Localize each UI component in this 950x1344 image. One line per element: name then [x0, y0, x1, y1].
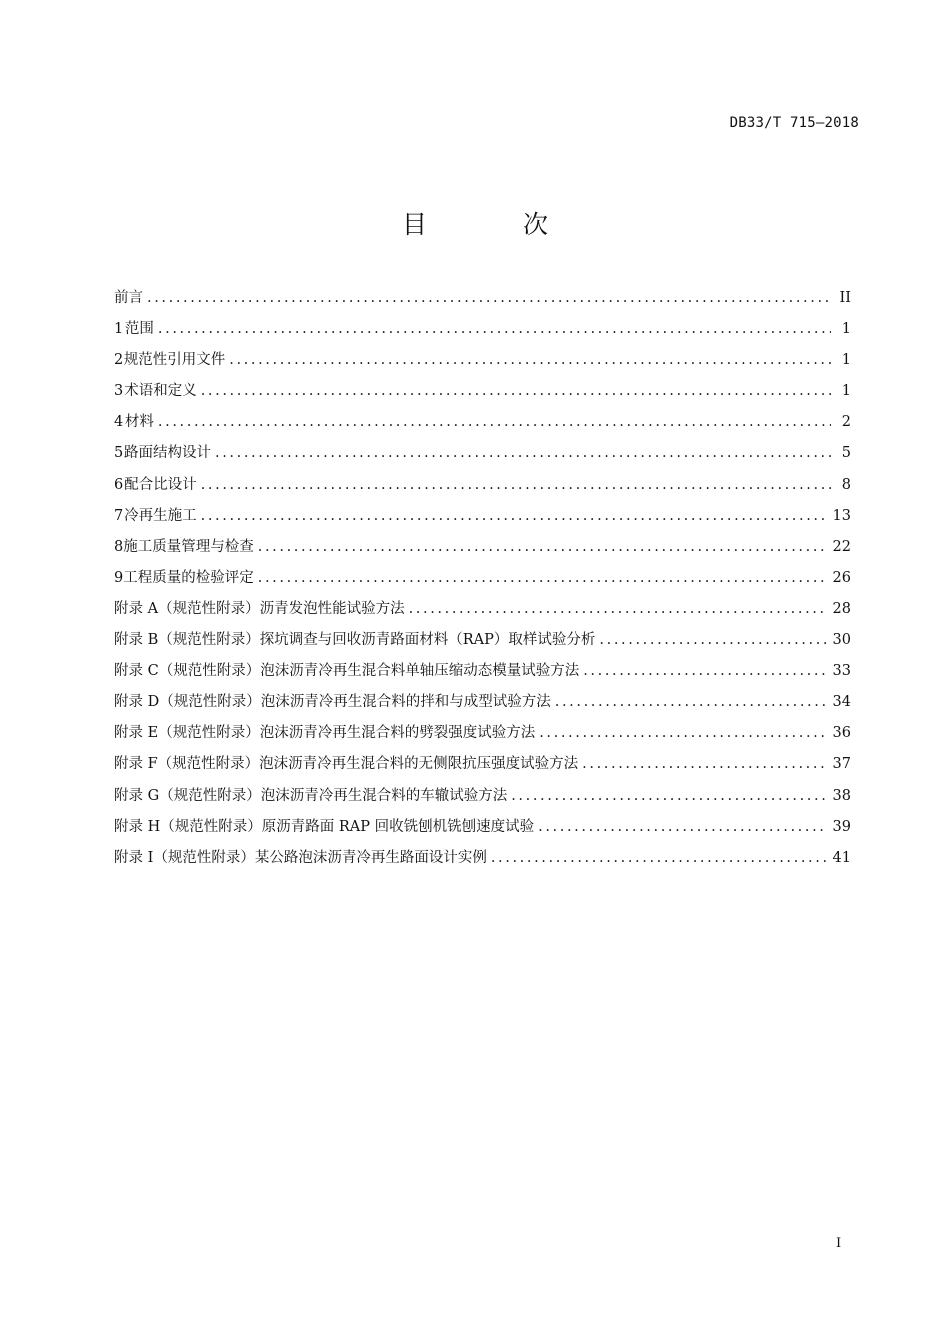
toc-entry-page: 30: [832, 632, 851, 649]
toc-entry-label: 术语和定义: [124, 383, 197, 400]
dot-leader: [555, 687, 827, 718]
toc-entry-page: 34: [832, 694, 851, 711]
toc-entry-appendix-e[interactable]: [114, 718, 851, 749]
toc-entry-label: 泡沫沥青冷再生混合料的车辙试验方法: [260, 787, 508, 804]
dot-leader: [599, 625, 826, 656]
dot-leader: [215, 438, 831, 469]
toc-entry-label: 材料: [124, 414, 154, 431]
toc-entry-label: 施工质量管理与检查: [123, 538, 254, 555]
toc-entry-label: 原沥青路面 RAP 回收铣刨机铣刨速度试验: [261, 818, 535, 835]
toc-entry-5[interactable]: [114, 438, 851, 469]
toc-entry-page: 36: [832, 725, 851, 742]
toc-entry-page: 5: [841, 445, 851, 462]
page-title: 目 次: [402, 210, 592, 239]
toc-entry-label: 工程质量的检验评定: [123, 569, 254, 586]
toc-entry-appendix-prefix: 附录 E（规范性附录）: [114, 725, 260, 742]
dot-leader: [158, 314, 831, 345]
toc-entry-label: 范围: [124, 321, 154, 338]
toc-entry-number: 3: [114, 383, 124, 400]
toc-entry-page: II: [839, 290, 851, 306]
toc-entry-page: 41: [832, 849, 851, 866]
toc-entry-page: 1: [841, 383, 851, 400]
document-code: DB33/T 715—2018: [729, 115, 859, 131]
toc-entry-page: 26: [832, 569, 851, 586]
toc-entry-page: 22: [832, 538, 851, 555]
dot-leader: [158, 407, 831, 438]
toc-entry-label: 泡沫沥青冷再生混合料单轴压缩动态模量试验方法: [260, 663, 580, 680]
toc-entry-label: 冷再生施工: [124, 507, 197, 524]
toc-entry-appendix-h[interactable]: [114, 812, 851, 843]
toc-entry-number: 2: [114, 352, 124, 369]
dot-leader: [582, 749, 826, 780]
dot-leader: [201, 501, 827, 532]
toc-entry-appendix-prefix: 附录 C（规范性附录）: [114, 663, 261, 680]
dot-leader: [258, 563, 827, 594]
dot-leader: [258, 532, 827, 563]
toc-entry-label: 探坑调查与回收沥青路面材料（RAP）取样试验分析: [259, 632, 596, 649]
toc-entry-appendix-prefix: 附录 I（规范性附录）: [114, 849, 255, 866]
toc-entry-6[interactable]: [114, 470, 851, 501]
toc-entry-page: 39: [832, 818, 851, 835]
toc-entry-appendix-a[interactable]: [114, 594, 851, 625]
toc-entry-page: 28: [832, 600, 851, 617]
toc-entry-page: 38: [832, 787, 851, 804]
toc-entry-number: 7: [114, 507, 124, 524]
toc-entry-page: 33: [832, 663, 851, 680]
toc-entry-8[interactable]: [114, 532, 851, 563]
toc-entry-page: 1: [841, 321, 851, 338]
toc-entry-label: 前言: [114, 290, 143, 306]
dot-leader: [511, 781, 826, 812]
toc-entry-page: 37: [832, 756, 851, 773]
dot-leader: [538, 812, 826, 843]
toc-entry-7[interactable]: [114, 501, 851, 532]
toc-entry-label: 沥青发泡性能试验方法: [259, 600, 405, 617]
toc-entry-4[interactable]: [114, 407, 851, 438]
toc-entry-number: 4: [114, 414, 124, 431]
toc-entry-appendix-c[interactable]: [114, 656, 851, 687]
toc-entry-label: 规范性引用文件: [123, 352, 226, 369]
page-number: I: [836, 1236, 842, 1251]
toc-entry-appendix-b[interactable]: [114, 625, 851, 656]
dot-leader: [201, 470, 831, 501]
toc-entry-appendix-g[interactable]: [114, 781, 851, 812]
toc-entry-9[interactable]: [114, 563, 851, 594]
toc-entry-appendix-prefix: 附录 A（规范性附录）: [114, 600, 260, 617]
toc-entry-appendix-prefix: 附录 B（规范性附录）: [114, 632, 260, 649]
toc-entry-appendix-prefix: 附录 D（规范性附录）: [114, 694, 261, 711]
toc-entry-appendix-prefix: 附录 G（规范性附录）: [114, 787, 261, 804]
toc-entry-page: 2: [841, 414, 851, 431]
dot-leader: [201, 376, 831, 407]
toc-entry-number: 6: [114, 476, 124, 493]
toc-entry-appendix-i[interactable]: [114, 843, 851, 874]
dot-leader: [583, 656, 826, 687]
toc-entry-appendix-prefix: 附录 H（规范性附录）: [114, 818, 262, 835]
dot-leader: [539, 718, 826, 749]
toc-entry-number: 9: [114, 569, 124, 586]
toc-entry-label: 泡沫沥青冷再生混合料的无侧限抗压强度试验方法: [259, 756, 579, 773]
dot-leader: [409, 594, 827, 625]
toc-entry-appendix-f[interactable]: [114, 749, 851, 780]
toc-entry-number: 5: [114, 445, 124, 462]
toc-entry-label: 泡沫沥青冷再生混合料的拌和与成型试验方法: [260, 694, 551, 711]
toc-entry-label: 配合比设计: [124, 476, 197, 493]
toc-entry-page: 8: [841, 476, 851, 493]
dot-leader: [229, 345, 831, 376]
toc-entry-3[interactable]: [114, 376, 851, 407]
dot-leader: [147, 283, 831, 314]
toc-entry-page: 13: [832, 507, 851, 524]
toc-entry-page: 1: [841, 352, 851, 369]
toc-entry-number: 1: [114, 321, 124, 338]
toc-entry-label: 路面结构设计: [123, 445, 211, 462]
dot-leader: [491, 843, 827, 874]
toc-entry-1[interactable]: [114, 314, 851, 345]
toc-entry-label: 某公路泡沫沥青冷再生路面设计实例: [254, 849, 487, 866]
toc-entry-foreword[interactable]: [114, 283, 851, 314]
toc-entry-appendix-prefix: 附录 F（规范性附录）: [114, 756, 260, 773]
toc-entry-label: 泡沫沥青冷再生混合料的劈裂强度试验方法: [259, 725, 536, 742]
toc-entry-appendix-d[interactable]: [114, 687, 851, 718]
toc-entry-2[interactable]: [114, 345, 851, 376]
table-of-contents: [114, 283, 851, 874]
toc-entry-number: 8: [114, 538, 124, 555]
